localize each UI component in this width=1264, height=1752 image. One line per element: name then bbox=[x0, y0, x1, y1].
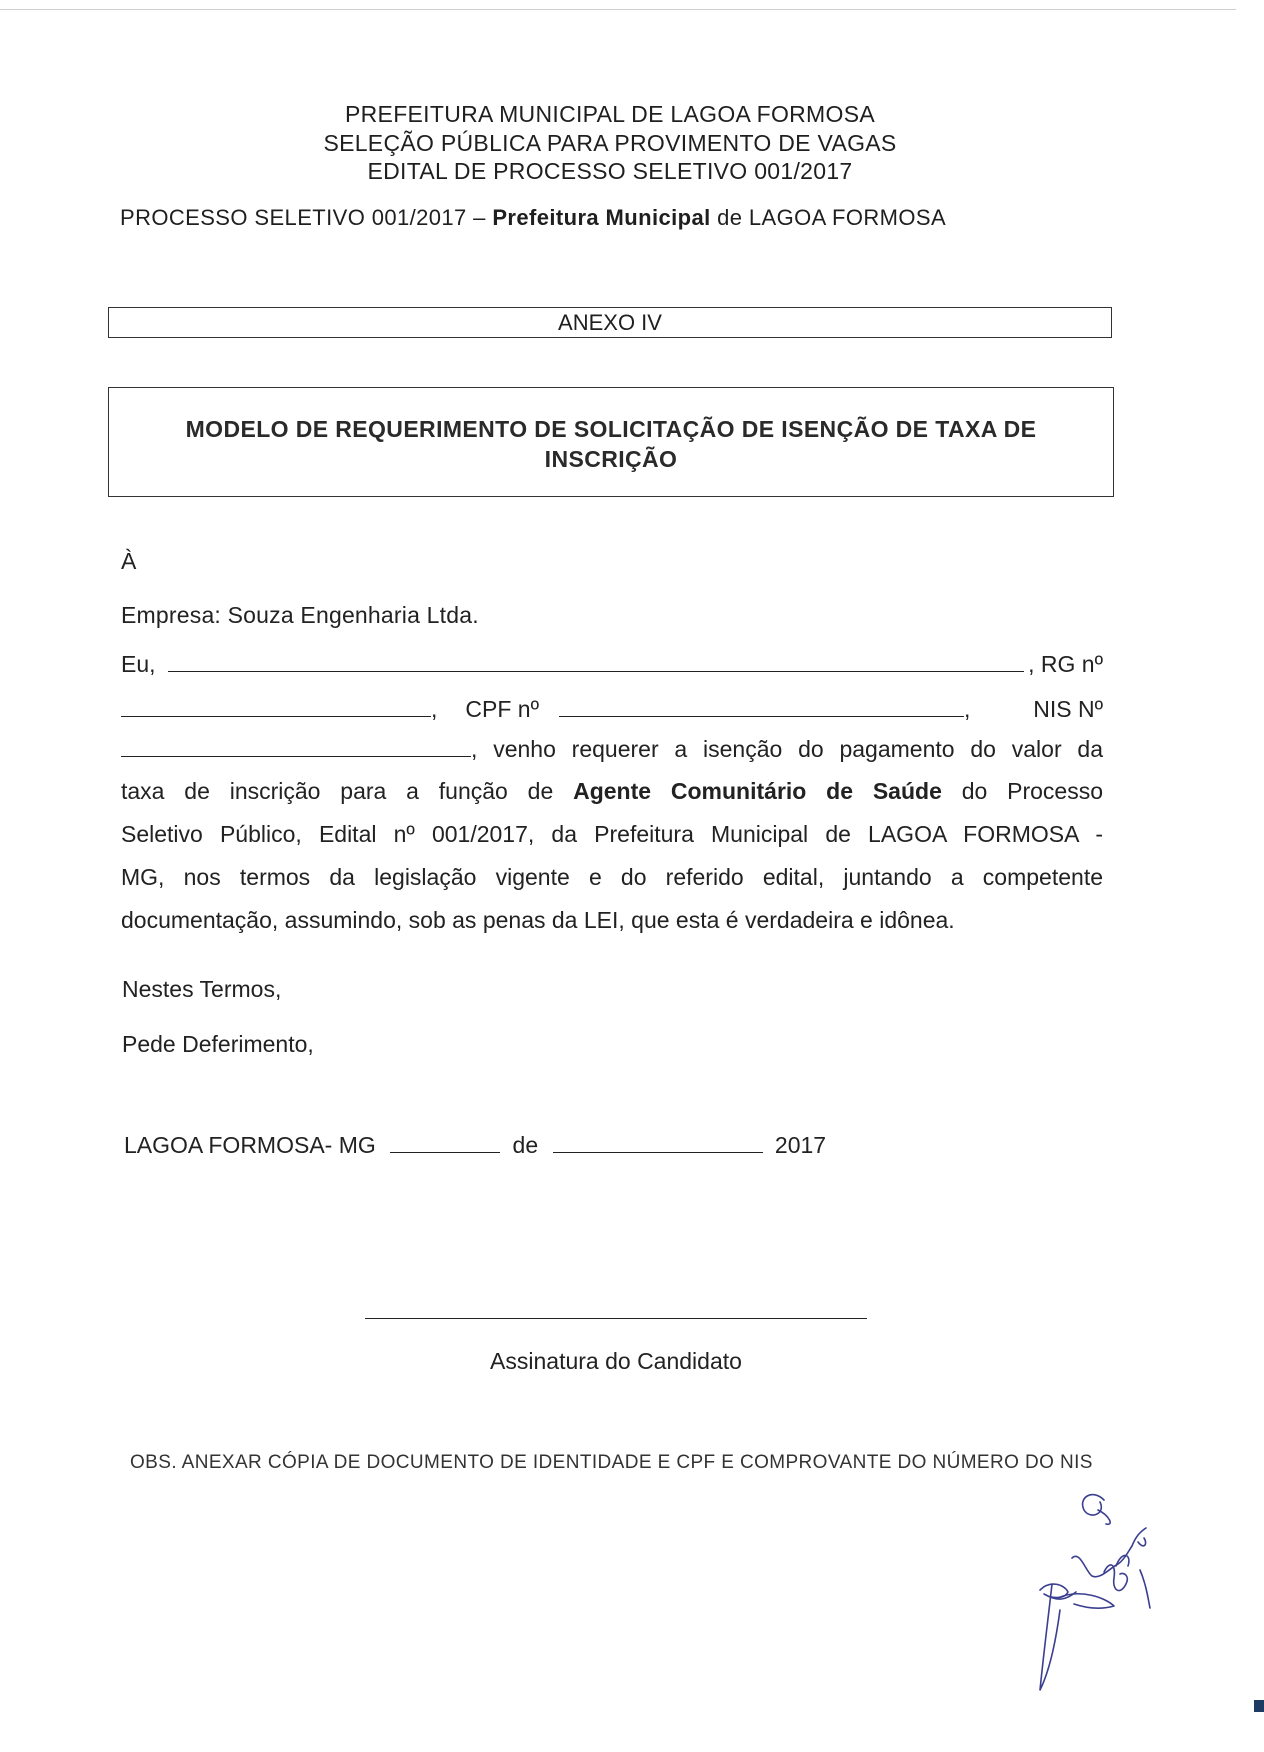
body-line-2: Seletivo Público, Edital nº 001/2017, da Prefeitura Municipal de LAGOA FORMOSA - bbox=[121, 821, 1103, 847]
rg-label: , RG nº bbox=[1028, 651, 1103, 677]
signature-line[interactable] bbox=[365, 1318, 867, 1319]
form-title-line-2: INSCRIÇÃO bbox=[544, 446, 678, 472]
form-title-box bbox=[108, 387, 1114, 497]
date-place: LAGOA FORMOSA- MG bbox=[124, 1132, 376, 1158]
annex-title: ANEXO IV bbox=[558, 310, 662, 335]
nis-separator: , bbox=[963, 696, 971, 722]
name-field[interactable] bbox=[168, 670, 1025, 672]
company-line: Empresa: Souza Engenharia Ltda. bbox=[121, 602, 479, 628]
rg-cpf-nis-row bbox=[121, 696, 1103, 723]
signature-label: Assinatura do Candidato bbox=[490, 1348, 742, 1374]
closing-line-2: Pede Deferimento, bbox=[122, 1031, 314, 1057]
obs-note: OBS. ANEXAR CÓPIA DE DOCUMENTO DE IDENTIDADE E CPF E COMPROVANTE DO NÚMERO DO NIS bbox=[130, 1452, 1093, 1473]
header-line-1: PREFEITURA MUNICIPAL DE LAGOA FORMOSA bbox=[345, 101, 875, 127]
closing-line-1: Nestes Termos, bbox=[122, 976, 282, 1002]
header-line-2: SELEÇÃO PÚBLICA PARA PROVIMENTO DE VAGAS bbox=[323, 130, 897, 156]
handwritten-initials bbox=[1020, 1480, 1190, 1730]
process-line bbox=[120, 205, 946, 231]
nis-field[interactable] bbox=[121, 755, 471, 757]
job-title: Agente Comunitário de Saúde bbox=[573, 778, 942, 804]
scan-edge-mark bbox=[1254, 1700, 1264, 1712]
process-line-bold: Prefeitura Municipal bbox=[492, 205, 711, 230]
eu-label: Eu, bbox=[121, 651, 156, 677]
date-line bbox=[124, 1132, 826, 1159]
body-line-1-post: do Processo bbox=[941, 778, 1103, 804]
nis-label: NIS Nº bbox=[1033, 696, 1103, 722]
form-title-line-1: MODELO DE REQUERIMENTO DE SOLICITAÇÃO DE ISENÇÃO DE TAXA DE bbox=[185, 416, 1037, 442]
body-line-4: documentação, assumindo, sob as penas da LEI, que esta é verdadeira e idônea. bbox=[121, 907, 955, 933]
day-field[interactable] bbox=[390, 1151, 500, 1153]
body-line-3: MG, nos termos da legislação vigente e do referido edital, juntando a competente bbox=[121, 864, 1103, 890]
month-field[interactable] bbox=[553, 1151, 763, 1153]
annex-title-box bbox=[108, 307, 1112, 338]
rg-field[interactable] bbox=[121, 715, 431, 717]
date-year: 2017 bbox=[774, 1132, 827, 1158]
body-line-1-pre: taxa de inscrição para a função de bbox=[121, 778, 574, 804]
scan-edge-line bbox=[0, 9, 1236, 10]
process-line-prefix: PROCESSO SELETIVO 001/2017 – bbox=[120, 205, 493, 230]
request-body bbox=[121, 770, 1103, 942]
nis-request-row bbox=[121, 736, 1103, 763]
addressee: À bbox=[121, 548, 137, 574]
cpf-separator: , bbox=[431, 696, 438, 722]
name-rg-row bbox=[121, 651, 1103, 678]
date-de: de bbox=[512, 1132, 539, 1158]
header-line-3: EDITAL DE PROCESSO SELETIVO 001/2017 bbox=[367, 158, 853, 184]
request-start: , venho requerer a isenção do pagamento do valor da bbox=[471, 736, 1103, 762]
cpf-field[interactable] bbox=[559, 715, 964, 717]
body-line-1 bbox=[121, 770, 1103, 813]
cpf-label: CPF nº bbox=[465, 696, 539, 722]
process-line-suffix: de LAGOA FORMOSA bbox=[710, 205, 947, 230]
